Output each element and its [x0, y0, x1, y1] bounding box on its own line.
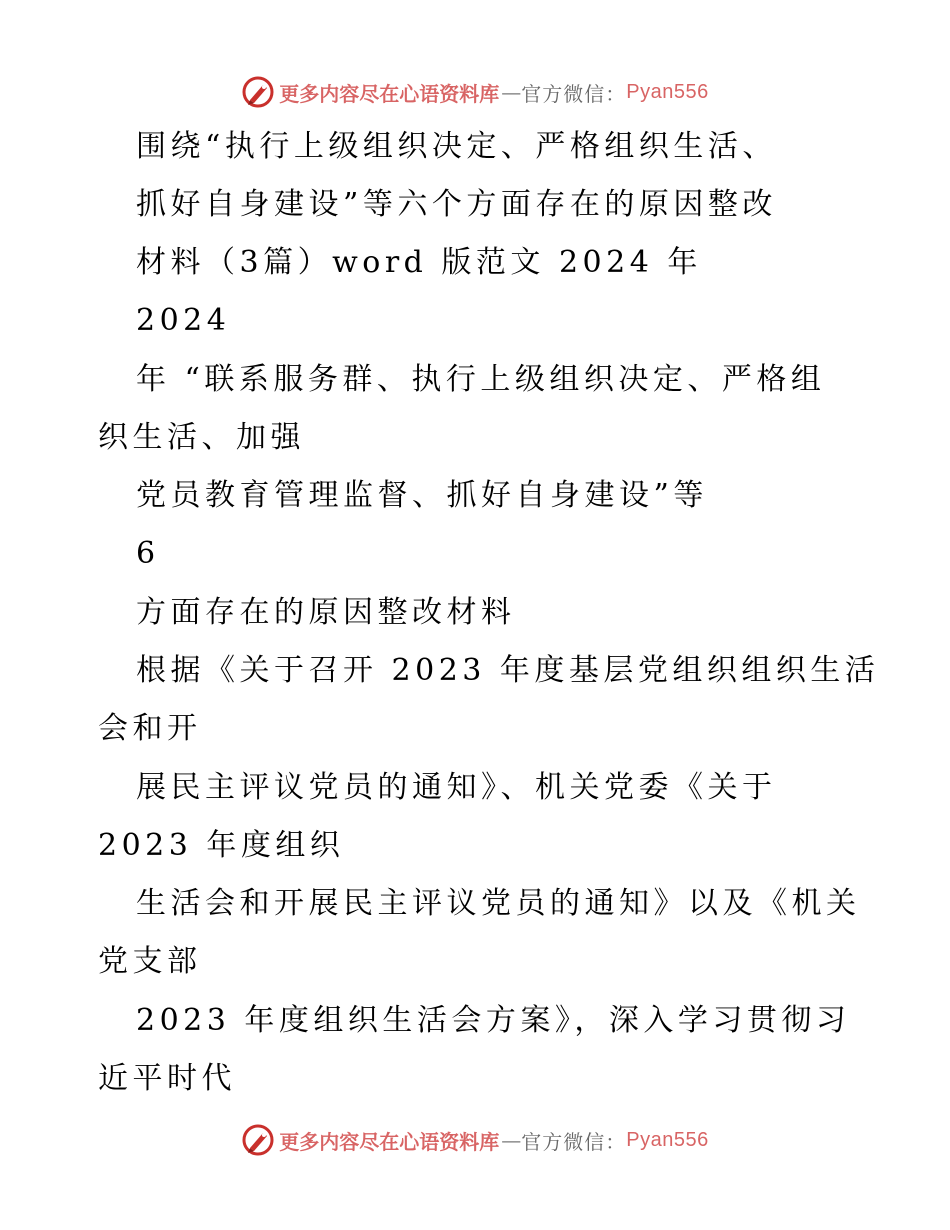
text-line: 党支部	[98, 944, 202, 979]
text-line: 会和开	[98, 711, 202, 746]
watermark-label: 官方微信：	[521, 81, 627, 106]
text-line: 2023 年度组织	[98, 828, 345, 863]
footer-watermark	[0, 1120, 950, 1160]
text-line: 根据《关于召开 2023 年度基层党组织组织生活	[136, 653, 880, 688]
text-line: 材料（3篇）word 版范文 2024 年	[136, 245, 702, 280]
text-line: 抓好自身建设”等六个方面存在的原因整改	[136, 187, 777, 222]
pen-logo-icon	[241, 1123, 275, 1157]
watermark-wechat-id: Pyan556	[626, 1128, 709, 1151]
watermark-separator: —	[501, 80, 520, 104]
text-line: 年 “联系服务群、执行上级组织决定、严格组	[136, 362, 826, 397]
text-line: 生活会和开展民主评议党员的通知》以及《机关	[136, 886, 861, 921]
text-line: 6	[136, 536, 160, 571]
watermark-text	[279, 1126, 708, 1155]
text-line: 近平时代	[98, 1061, 236, 1096]
watermark-main-text: 更多内容尽在心语资料库	[279, 1129, 500, 1154]
text-line: 党员教育管理监督、抓好自身建设”等	[136, 478, 708, 513]
header-watermark	[0, 72, 950, 112]
pen-logo-icon	[241, 75, 275, 109]
watermark-main-text: 更多内容尽在心语资料库	[279, 81, 500, 106]
text-line: 2023 年度组织生活会方案》，深入学习贯彻习	[136, 1003, 851, 1038]
watermark-label: 官方微信：	[521, 1129, 627, 1154]
text-line: 方面存在的原因整改材料	[136, 595, 516, 630]
text-line: 展民主评议党员的通知》、机关党委《关于	[136, 770, 777, 805]
watermark-separator: —	[501, 1128, 520, 1152]
text-line: 围绕“执行上级组织决定、严格组织生活、	[136, 129, 777, 164]
text-line: 2024	[136, 303, 231, 338]
watermark-text	[279, 78, 708, 107]
text-line: 织生活、加强	[98, 420, 305, 455]
watermark-wechat-id: Pyan556	[626, 80, 709, 103]
